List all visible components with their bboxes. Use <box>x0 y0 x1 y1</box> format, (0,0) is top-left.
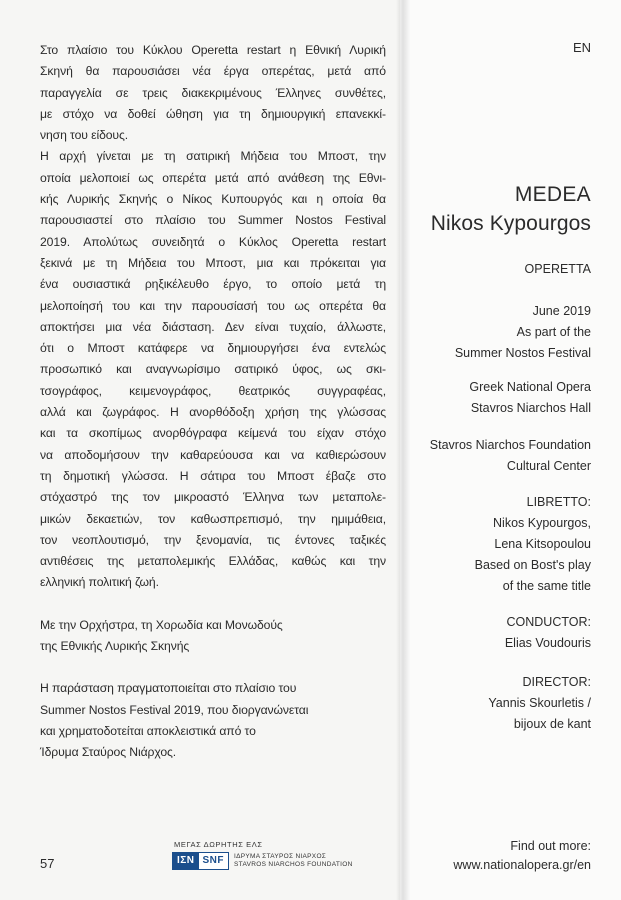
text-line: Με την Ορχήστρα, τη Χορωδία και Μονωδούς <box>40 617 283 632</box>
text-line: με στόχο να δοθεί ώθηση για τη δημιουργική επανεκκί- <box>40 106 386 121</box>
text-line: κής Λυρικής Σκηνής ο Νίκος Κυπουργός και η οποία θα <box>40 192 386 207</box>
text-line: Summer Nostos Festival <box>454 346 591 360</box>
text-line: Σκηνή θα παρουσιάσει νέα έργα οπερέτας, μετά από <box>40 64 386 79</box>
text-line: Nikos Kypourgos, <box>493 516 591 530</box>
text-line: παρουσιαστεί στο πλαίσιο του Summer Nostos Festival <box>40 213 386 228</box>
genre-text: OPERETTA <box>524 262 591 276</box>
text-line: τσογράφος, κειμενογράφος, θεατρικός συγγραφέας, <box>40 383 386 398</box>
director-heading: DIRECTOR: <box>522 675 591 689</box>
text-line: Cultural Center <box>506 459 591 473</box>
logo-left: ΙΣΝ <box>173 853 199 869</box>
text-line: μελοποίησή του και την παρουσίασή του ως οπερέτα θα <box>40 298 386 313</box>
text-line: αντιθέσεις της μεταπολεμικής Ελλάδας, καθώς και την <box>40 554 386 569</box>
conductor-block <box>505 612 591 654</box>
text-line: Lena Kitsopoulou <box>494 537 591 551</box>
text-line: June 2019 <box>532 304 591 318</box>
text-line: ελληνική πολιτική ζωή. <box>40 575 159 590</box>
text-line: παραγγελία σε τρεις διακεκριμένους Έλληνες συνθέτες, <box>40 85 386 100</box>
text-line: τη δημοτική γλώσσα. Η σάτιρα του Μποστ έβαζε στο <box>40 468 386 483</box>
text-line: Ίδρυμα Σταύρος Νιάρχος. <box>40 745 177 760</box>
text-line: Greek National Opera <box>469 380 591 394</box>
text-line: αλλά και ζωγράφος. Η ανορθόδοξη χρήση της γλώσσας <box>40 405 386 420</box>
text-line: νηση του είδους. <box>40 128 129 143</box>
venue-block <box>469 377 591 419</box>
text-line: οποία μελοποιεί ως οπερέτα μετά από ανάθεση της Εθνι- <box>40 170 386 185</box>
text-line: Stavros Niarchos Foundation <box>429 438 591 452</box>
text-line: ένα ουσιαστικά ρηξικέλευθο έργο, το οποίο μετά τη <box>40 277 386 292</box>
text-line: Η αρχή γίνεται με τη σατιρική Μήδεια του Μποστ, την <box>40 149 386 164</box>
conductor-heading: CONDUCTOR: <box>506 615 591 629</box>
greek-body-text <box>40 40 386 764</box>
text-line: αποκτήσει μια νέα διάσταση. Δεν είναι τυχαίο, άλλωστε, <box>40 319 386 334</box>
text-line: τον νεοπλουτισμό, την ξενομανία, τις έντονες ταξικές <box>40 532 386 547</box>
cultural-center-block <box>430 435 591 477</box>
paragraph-festival <box>40 678 386 763</box>
libretto-block <box>475 492 591 597</box>
libretto-heading: LIBRETTO: <box>526 495 591 509</box>
text-line: και χρηματοδοτείται αποκλειστικά από το <box>40 723 256 738</box>
text-line: bijoux de kant <box>513 717 591 731</box>
text-line: να αποδομήσουν την καθαρεύουσα και να καθιερώσουν <box>40 447 386 462</box>
composer-name: Nikos Kypourgos <box>430 212 591 235</box>
text-line: Summer Nostos Festival 2019, που διοργανώνεται <box>40 702 309 717</box>
text-line: Stavros Niarchos Hall <box>470 401 591 415</box>
text-line: Yannis Skourletis / <box>488 696 591 710</box>
text-line: προσωπικό και αναγνωρίσιμο σατιρικό ύφος, ως σκι- <box>40 362 386 377</box>
text-line: Elias Voudouris <box>504 636 591 650</box>
page-number: 57 <box>40 856 55 871</box>
sponsor-block <box>172 840 362 870</box>
paragraph-intro <box>40 40 386 146</box>
text-line: στόχαστρό της τον μικροαστό Έλληνα των μεταπολε- <box>40 490 386 505</box>
find-out-more-label: Find out more: <box>510 839 591 853</box>
logo-right: SNF <box>199 853 229 869</box>
page-gutter <box>396 0 410 900</box>
paragraph-orchestra <box>40 615 386 658</box>
text-line: of the same title <box>502 579 591 593</box>
director-block <box>488 672 591 735</box>
text-line: ξεκινά με τη Μήδεια του Μποστ, μια και πρόκειται για <box>40 255 386 270</box>
production-title: MEDEA <box>514 183 591 206</box>
genre-label <box>525 259 591 280</box>
text-line: ότι ο Μποστ κατάφερε να δημιουργήσει ένα εντελώς <box>40 341 386 356</box>
snf-logo-icon <box>172 852 229 870</box>
text-line: As part of the <box>516 325 591 339</box>
sponsor-name-en: STAVROS NIARCHOS FOUNDATION <box>234 861 353 868</box>
date-block <box>455 301 591 364</box>
text-line: Η παράσταση πραγματοποιείται στο πλαίσιο του <box>40 681 297 696</box>
website-link[interactable]: www.nationalopera.gr/en <box>453 858 591 872</box>
text-line: της Εθνικής Λυρικής Σκηνής <box>40 639 190 654</box>
text-line: και τα σκοπίμως ανορθόγραφα κείμενά του είχαν στόχο <box>40 426 386 441</box>
text-line: 2019. Απολύτως συνειδητά ο Κύκλος Operetta restart <box>40 234 386 249</box>
text-line: μικών δεκαετιών, τον καθωσπρεπισμό, την ημιμάθεια, <box>40 511 386 526</box>
language-label: EN <box>572 40 591 55</box>
text-line: Στο πλαίσιο του Κύκλου Operetta restart η Εθνική Λυρική <box>40 43 386 57</box>
sponsor-name-gr: ΙΔΡΥΜΑ ΣΤΑΥΡΟΣ ΝΙΑΡΧΟΣ <box>234 853 327 860</box>
sponsor-caption: ΜΕΓΑΣ ΔΩΡΗΤΗΣ ΕΛΣ <box>174 840 263 849</box>
paragraph-medea <box>40 146 386 593</box>
text-line: Based on Bost's play <box>474 558 591 572</box>
